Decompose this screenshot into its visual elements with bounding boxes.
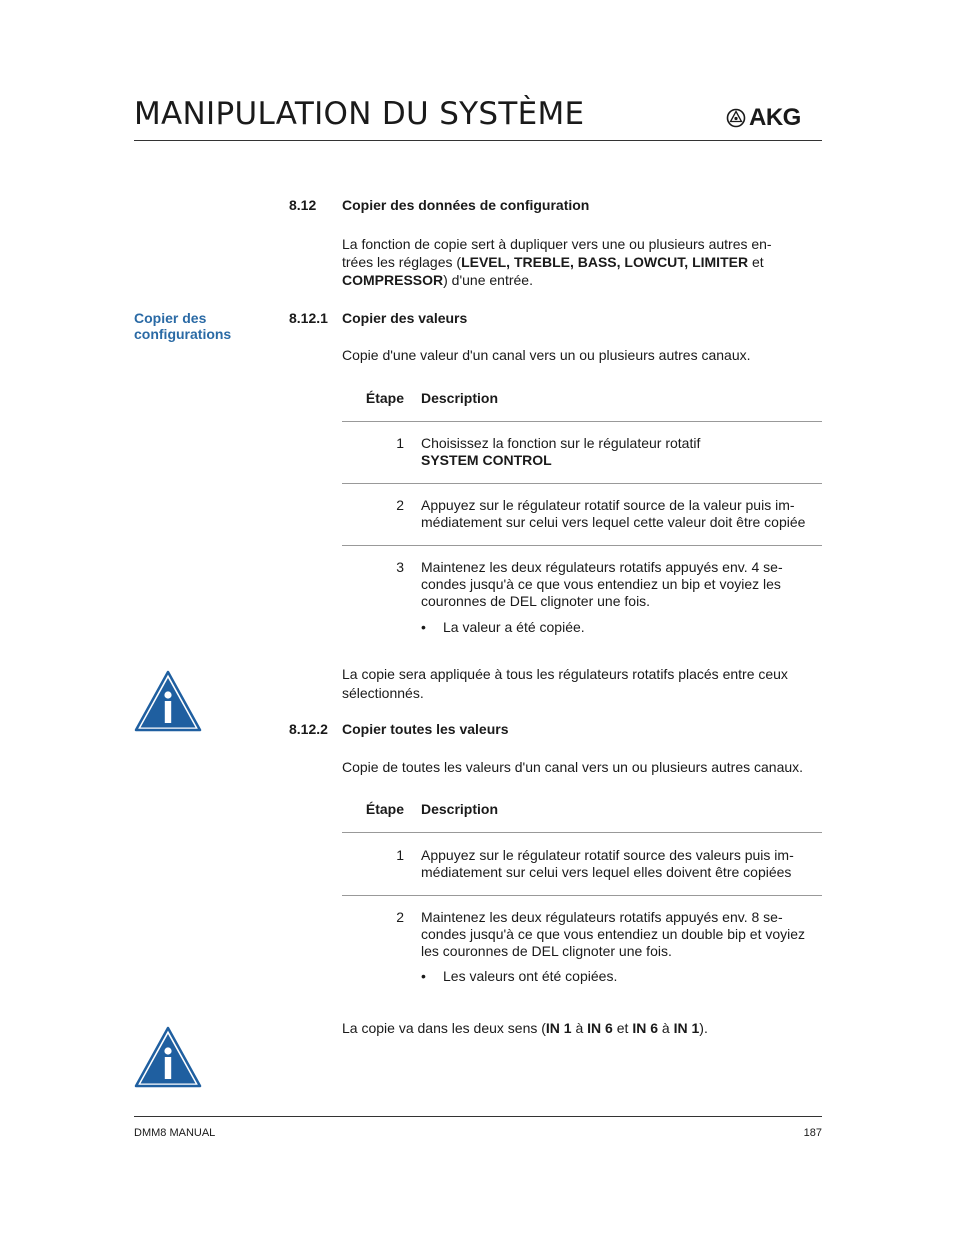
sidebar-heading: Copier des configurations: [134, 310, 232, 342]
intro-compressor: COMPRESSOR: [342, 272, 444, 288]
step-text: Maintenez les deux régulateurs rotatifs appuyés env. 4 se-: [421, 559, 783, 575]
footer-rule: [134, 1116, 822, 1117]
subsection-title: Copier toutes les valeurs: [342, 721, 509, 737]
note-in1: IN 1: [545, 1020, 572, 1036]
note-fragment: à: [658, 1020, 674, 1036]
step-text: condes jusqu'à ce que vous entendiez un bip et voyiez les: [421, 576, 781, 592]
step-text: Maintenez les deux régulateurs rotatifs appuyés env. 8 se-: [421, 909, 783, 925]
table-header-description: Description: [421, 801, 499, 817]
table-rule: [342, 895, 822, 896]
logo-text: AKG: [749, 104, 801, 131]
step-description: [421, 497, 821, 531]
page-number: 187: [803, 1127, 822, 1139]
note-in1: IN 1: [673, 1020, 700, 1036]
table-header-description: Description: [421, 390, 499, 406]
intro-line-3: [342, 271, 822, 289]
step-text: couronnes de DEL clignoter une fois.: [421, 593, 651, 609]
step-text: médiatement sur celui vers lequel cette valeur doit être copiée: [421, 514, 806, 530]
step-text: les couronnes de DEL clignoter une fois.: [421, 943, 672, 959]
bullet-item: [421, 619, 585, 635]
page-title: MANIPULATION DU SYSTÈME: [134, 96, 585, 132]
step-text: Choisissez la fonction sur le régulateur rotatif: [421, 435, 701, 451]
table-rule: [342, 421, 822, 422]
intro-text: et: [748, 254, 764, 270]
info-warning-icon: [134, 670, 202, 732]
note-text: [342, 1020, 708, 1036]
table-header-step: Étape: [365, 390, 404, 406]
intro-line-2: [342, 253, 822, 271]
note-in6: IN 6: [587, 1020, 613, 1036]
bullet-text: La valeur a été copiée.: [443, 619, 585, 635]
step-text-bold: SYSTEM CONTROL: [421, 452, 552, 468]
note-in6: IN 6: [632, 1020, 659, 1036]
note-fragment: et: [612, 1020, 633, 1036]
table-rule: [342, 483, 822, 484]
intro-params: LEVEL, TREBLE, BASS, LOWCUT, LIMITER: [461, 254, 749, 270]
step-number: 2: [396, 909, 404, 925]
step-text: Appuyez sur le régulateur rotatif source des valeurs puis im-: [421, 847, 794, 863]
step-number: 1: [396, 435, 404, 451]
bullet-glyph: •: [421, 968, 426, 984]
section-number: 8.12: [289, 197, 317, 213]
step-number: 2: [396, 497, 404, 513]
subsection-intro: Copie d'une valeur d'un canal vers un ou plusieurs autres canaux.: [342, 347, 751, 363]
subsection-number: 8.12.1: [289, 310, 328, 326]
note-fragment: La copie va dans les deux sens (: [342, 1020, 546, 1036]
subsection-intro: Copie de toutes les valeurs d'un canal vers un ou plusieurs autres canaux.: [342, 759, 804, 775]
subsection-title: Copier des valeurs: [342, 310, 468, 326]
intro-text: ) d'une entrée.: [443, 272, 533, 288]
note-line: sélectionnés.: [342, 685, 424, 701]
intro-line-1: La fonction de copie sert à dupliquer vers une ou plusieurs autres en-: [342, 236, 772, 252]
note-line: La copie sera appliquée à tous les régulateurs rotatifs placés entre ceux: [342, 666, 788, 682]
note-fragment: à: [571, 1020, 588, 1036]
step-number: 3: [396, 559, 404, 575]
step-description: [421, 909, 821, 960]
bullet-item: [421, 968, 617, 984]
footer-manual-name: DMM8 MANUAL: [134, 1127, 216, 1139]
step-description: [421, 559, 821, 610]
info-warning-icon: [134, 1026, 202, 1088]
step-text: condes jusqu'à ce que vous entendiez un double bip et voyiez: [421, 926, 806, 942]
akg-logo-icon: [726, 108, 746, 128]
table-rule: [342, 545, 822, 546]
akg-logo: [726, 104, 801, 132]
bullet-glyph: •: [421, 619, 426, 635]
note-text: [342, 665, 822, 703]
intro-text: trées les réglages (: [342, 254, 462, 270]
step-text: médiatement sur celui vers lequel elles doivent être copiées: [421, 864, 792, 880]
step-description: [421, 435, 821, 469]
note-fragment: ).: [699, 1020, 708, 1036]
step-text: Appuyez sur le régulateur rotatif source de la valeur puis im-: [421, 497, 795, 513]
subsection-number: 8.12.2: [289, 721, 328, 737]
table-rule: [342, 832, 822, 833]
bullet-text: Les valeurs ont été copiées.: [443, 968, 618, 984]
step-number: 1: [396, 847, 404, 863]
section-intro: [342, 235, 822, 289]
step-description: [421, 847, 821, 881]
header-rule: [134, 140, 822, 141]
table-header-step: Étape: [365, 801, 404, 817]
section-title: Copier des données de configuration: [342, 197, 590, 213]
